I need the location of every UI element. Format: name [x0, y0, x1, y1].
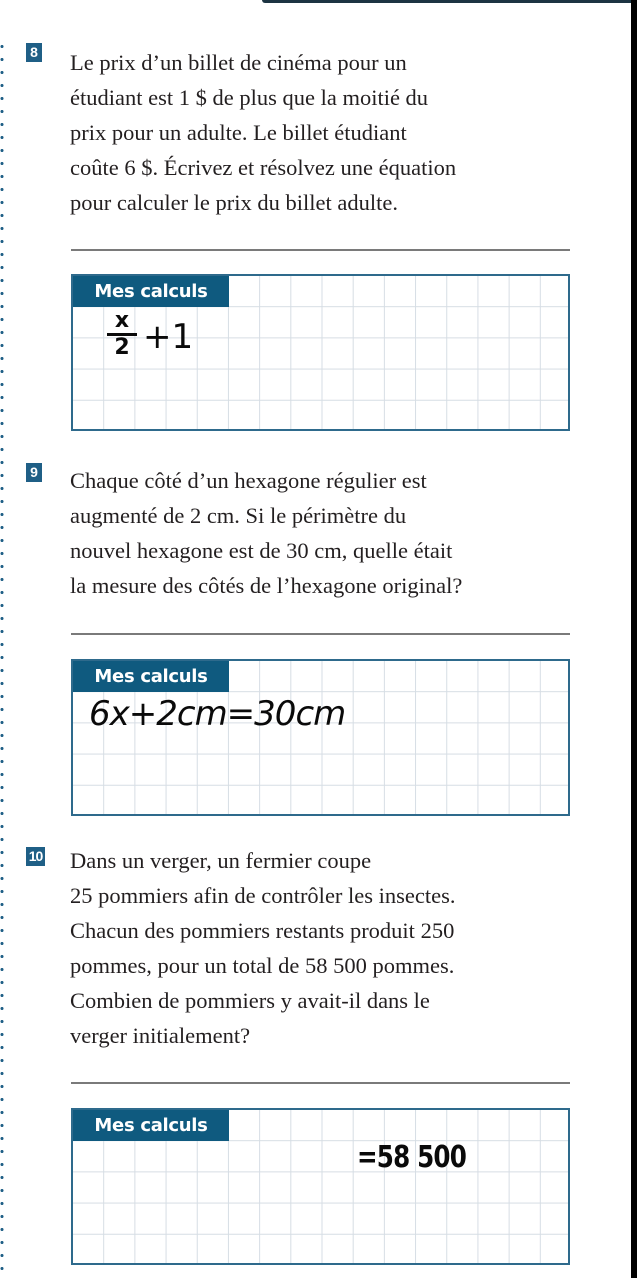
question-line: pommes, pour un total de 58 500 pommes. — [70, 953, 455, 978]
answer-line[interactable] — [71, 249, 570, 251]
calculation-box[interactable] — [71, 659, 570, 816]
question-number-badge: 8 — [26, 43, 42, 62]
question-number-badge: 10 — [26, 847, 45, 866]
right-edge-strip — [631, 0, 637, 1278]
question-text — [70, 45, 570, 220]
question-line: étudiant est 1 $ de plus que la moitié du — [70, 85, 429, 110]
question-line: Le prix d’un billet de cinéma pour un — [70, 50, 407, 75]
fraction-numerator: x — [107, 310, 137, 336]
dotted-margin-rail — [0, 40, 4, 1278]
question-line: nouvel hexagone est de 30 cm, quelle était — [70, 538, 453, 563]
handwritten-fraction — [107, 310, 137, 359]
question-text — [70, 843, 570, 1053]
fraction-denominator: 2 — [114, 335, 130, 360]
question-line: la mesure des côtés de l’hexagone original? — [70, 573, 463, 598]
page-top-bar — [262, 0, 632, 3]
question-line: prix pour un adulte. Le billet étudiant — [70, 120, 407, 145]
calc-box-header: Mes calculs — [73, 1110, 229, 1141]
calculation-box[interactable] — [71, 1108, 570, 1265]
question-line: Dans un verger, un fermier coupe — [70, 848, 372, 873]
question-line: Combien de pommiers y avait-il dans le — [70, 988, 430, 1013]
question-number-badge: 9 — [26, 463, 42, 482]
handwritten-expression: +1 — [143, 317, 194, 357]
calc-box-header: Mes calculs — [73, 276, 229, 307]
answer-line[interactable] — [71, 1082, 570, 1084]
question-line: 25 pommiers afin de contrôler les insectes. — [70, 883, 456, 908]
handwritten-result: =58 500 — [357, 1140, 467, 1175]
calc-box-header: Mes calculs — [73, 661, 229, 692]
answer-line[interactable] — [71, 633, 570, 635]
question-line: Chacun des pommiers restants produit 250 — [70, 918, 455, 943]
question-line: Chaque côté d’un hexagone régulier est — [70, 468, 427, 493]
question-line: augmenté de 2 cm. Si le périmètre du — [70, 503, 407, 528]
handwritten-equation: 6x+2cm=30cm — [89, 694, 346, 734]
question-line: pour calculer le prix du billet adulte. — [70, 190, 399, 215]
question-line: coûte 6 $. Écrivez et résolvez une équation — [70, 155, 457, 180]
calculation-box[interactable] — [71, 274, 570, 431]
question-line: verger initialement? — [70, 1023, 251, 1048]
question-text — [70, 463, 570, 603]
